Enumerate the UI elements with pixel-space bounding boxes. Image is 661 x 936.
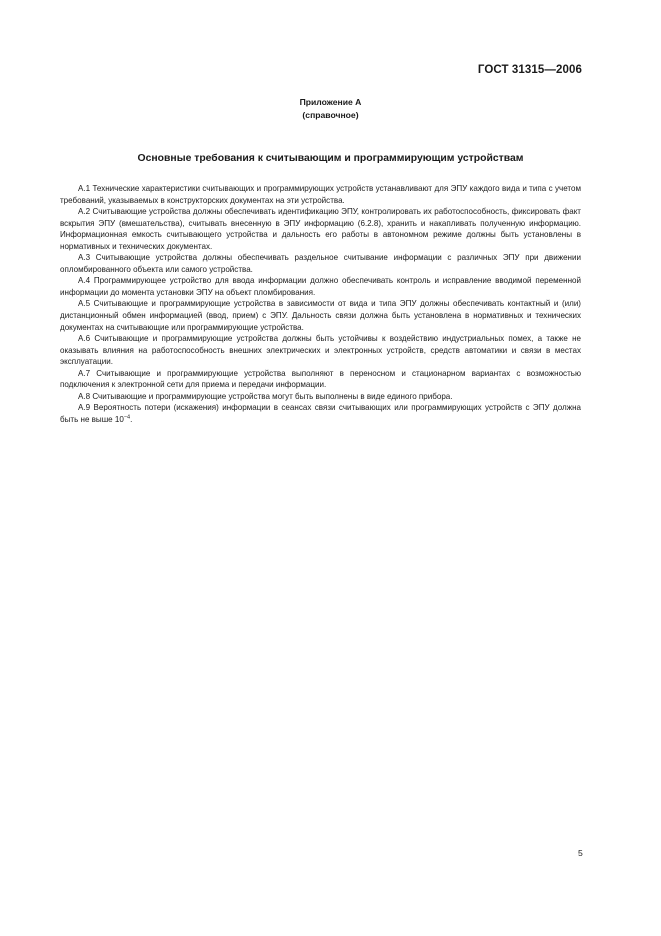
paragraph-a9 (60, 402, 581, 425)
standard-code: ГОСТ 31315—2006 (477, 64, 582, 76)
exponent: −4 (123, 414, 131, 421)
paragraph-a5: А.5 Считывающие и программирующие устройства в зависимости от вида и типа ЭПУ должны обеспечивать контактный и (или) дистанционный обмен информацией (ввод, прием) с ЭПУ. Дальность связи должна быть установлена в нормативных и технических документах на считывающие или программирующие устройства. (60, 299, 581, 332)
document-body (60, 183, 581, 425)
paragraph-a9-text: А.9 Вероятность потери (искажения) информации в сеансах связи считывающих или программирующих устройств с ЭПУ должна быть не выше 10 (60, 403, 581, 424)
paragraph-a8: А.8 Считывающие и программирующие устройства могут быть выполнены в виде единого прибора. (78, 391, 453, 401)
annex-heading (0, 96, 661, 122)
paragraph-a7: А.7 Считывающие и программирующие устройства выполняют в переносном и стационарном вариантах с возможностью подключения к электронной сети для приема и передачи информации. (60, 368, 581, 390)
paragraph-a9-suffix: . (130, 414, 133, 424)
paragraph-a6: А.6 Считывающие и программирующие устройства должны быть устойчивы к воздействию индустриальных помех, а также не оказывать влияния на работоспособность внешних электрических и электронных устройств, средств автоматики и связи в местах эксплуатации. (60, 334, 581, 367)
paragraph-a3: А.3 Считывающие устройства должны обеспечивать раздельное считывание информации с различных ЭПУ при движении опломбированного объекта или самого устройства. (60, 253, 581, 274)
paragraph-a2: А.2 Считывающие устройства должны обеспечивать идентификацию ЭПУ, контролировать их работоспособность, фиксировать факт вскрытия ЭПУ (вмешательства), считывать внесенную в ЭПУ информацию (6.2.8), хранить и накапливать полученную информацию. Информационная емкость считывающего устройства и дальность его работы в автономном режиме должны быть установлены в нормативных и технических документах. (60, 207, 581, 251)
paragraph-a4: А.4 Программирующее устройство для ввода информации должно обеспечивать контроль и исправление вводимой переменной информации до момента установки ЭПУ на объект пломбирования. (60, 276, 581, 297)
section-title: Основные требования к считывающим и программирующим устройствам (137, 153, 524, 164)
page-number: 5 (578, 848, 583, 858)
paragraph-a1: А.1 Технические характеристики считывающих и программирующих устройств устанавливают для ЭПУ каждого вида и типа с учетом требований, указываемых в конструкторских документах на эти устройства. (60, 184, 581, 205)
annex-label: Приложение А (299, 97, 362, 107)
annex-type: (справочное) (302, 110, 359, 120)
